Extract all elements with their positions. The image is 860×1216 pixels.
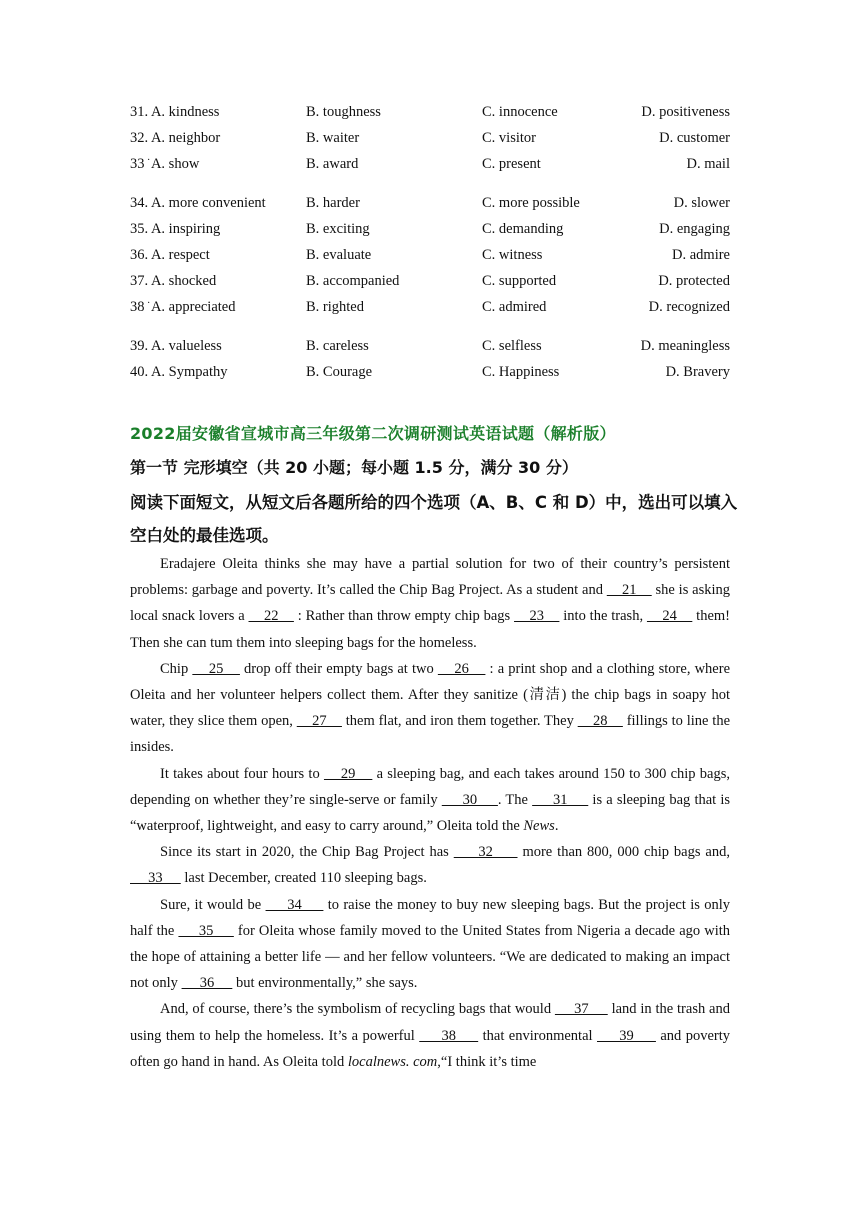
question-number: 35. — [130, 221, 149, 237]
blank-38: 38 — [419, 1027, 479, 1044]
exam-title: 2022届安徽省宣城市高三年级第二次调研测试英语试题（解析版） — [130, 424, 616, 443]
question-number-and-option-a — [130, 364, 227, 381]
blank-28: 28 — [577, 713, 623, 730]
option-b: B. Courage — [306, 364, 373, 380]
paragraph-2: Chip 25 drop off their empty bags at two 26 : a print shop and a clothing store, where Oleita and her volunteer helpers collect them. After they sanitize (清洁) the chip bags in soapy hot water, they slice them open, 27 them flat, and iron them together. They 28 fillings to line the insides. — [130, 660, 731, 756]
option-row — [130, 364, 730, 390]
question-number-and-option-a — [130, 130, 220, 147]
option-d: D. protected — [658, 273, 730, 289]
blank-27: 27 — [296, 713, 342, 730]
option-c: C. demanding — [482, 221, 564, 237]
blank-23: 23 — [514, 608, 560, 625]
blank-30: 30 — [441, 791, 498, 808]
section-heading: 第一节 完形填空（共 20 小题；每小题 1.5 分，满分 30 分） — [130, 458, 578, 477]
blank-33: 33 — [130, 870, 181, 887]
option-row — [130, 221, 730, 247]
option-c: C. witness — [482, 247, 543, 263]
option-a: A. kindness — [150, 104, 220, 120]
paragraph-6: And, of course, there’s the symbolism of recycling bags that would 37 land in the trash and using them to help the homeless. It’s a powerful 38 that environmental 39 and poverty often go hand in hand. As Oleita told localnews. com,“I think it’s time — [130, 1001, 731, 1070]
option-row — [130, 299, 730, 325]
option-row — [130, 156, 730, 182]
blank-35: 35 — [178, 922, 234, 939]
option-d: D. admire — [672, 247, 730, 263]
option-b: B. waiter — [306, 130, 360, 146]
option-c: C. innocence — [482, 104, 558, 120]
blank-22: 22 — [248, 608, 294, 625]
option-b: B. careless — [306, 338, 369, 354]
option-b: B. evaluate — [306, 247, 372, 263]
option-c: C. present — [482, 156, 541, 172]
option-a: A. Sympathy — [150, 364, 228, 380]
paragraph-3: It takes about four hours to 29 a sleeping bag, and each takes around 150 to 300 chip bags, depending on whether they’re single-serve or family 30 . The 31 is a sleeping bag that is “waterproof, lightweight, and easy to carry around,” Oleita told the News. — [130, 765, 731, 835]
website-italic: localnews. com — [347, 1053, 438, 1070]
dot-mark: · — [147, 155, 151, 166]
question-number: 40. — [130, 364, 149, 380]
question-number-and-option-a — [130, 247, 210, 264]
option-d: D. mail — [686, 156, 730, 172]
paragraph-5: Sure, it would be 34 to raise the money to buy new sleeping bags. But the project is only half the 35 for Oleita whose family moved to the United States from Nigeria a decade ago with the hope of attaining a better life — and her fellow volunteers. “We are dedicated to making an impact not only 36 but environmentally,” she says. — [130, 896, 731, 992]
blank-34: 34 — [265, 896, 324, 913]
option-a: A. shocked — [150, 273, 217, 289]
blank-29: 29 — [323, 765, 373, 782]
option-b: B. harder — [306, 195, 360, 211]
blank-26: 26 — [437, 660, 486, 677]
blank-21: 21 — [606, 582, 652, 599]
question-number-and-option-a — [130, 299, 236, 316]
option-d: D. customer — [659, 130, 730, 146]
question-number: 39. — [130, 338, 149, 354]
question-number-and-option-a — [130, 338, 222, 355]
option-d: D. slower — [673, 195, 730, 211]
instructions: 阅读下面短文，从短文后各题所给的四个选项（A、B、C 和 D）中，选出可以填入空白处的最佳选项。 — [130, 493, 738, 545]
option-c: C. more possible — [482, 195, 580, 211]
blank-32: 32 — [453, 844, 518, 861]
option-a: A. show — [150, 156, 200, 172]
question-number-and-option-a — [130, 156, 199, 173]
option-a: A. respect — [150, 247, 210, 263]
option-b: B. exciting — [306, 221, 370, 237]
option-c: C. Happiness — [482, 364, 560, 380]
dot-mark: · — [147, 298, 151, 309]
option-row — [130, 130, 730, 156]
question-number: 37. — [130, 273, 149, 289]
option-d: D. engaging — [659, 221, 730, 237]
question-number-and-option-a — [130, 104, 219, 121]
blank-37: 37 — [554, 1001, 608, 1018]
question-number: 36. — [130, 247, 149, 263]
option-row — [130, 104, 730, 130]
question-number-and-option-a — [130, 221, 220, 238]
option-c: C. supported — [482, 273, 557, 289]
blank-24: 24 — [646, 608, 693, 625]
option-b: B. accompanied — [306, 273, 400, 289]
paragraph-1: Eradajere Oleita thinks she may have a partial solution for two of their country’s persistent problems: garbage and poverty. It’s called the Chip Bag Project. As a student and 21 she is asking local snack lovers a 22 : Rather than throw empty chip bags 23 into the trash, 24 them! Then she can tum them into sleeping bags for the homeless. — [130, 556, 730, 651]
option-a: A. more convenient — [150, 195, 266, 211]
option-a: A. valueless — [150, 338, 222, 354]
option-b: B. award — [306, 156, 359, 172]
option-d: D. recognized — [648, 299, 730, 315]
option-d: D. positiveness — [641, 104, 730, 120]
question-number: 32. — [130, 130, 149, 146]
question-number: 38 — [130, 299, 145, 315]
option-row — [130, 247, 730, 273]
option-a: A. appreciated — [150, 299, 236, 315]
question-number-and-option-a — [130, 273, 216, 290]
option-c: C. visitor — [482, 130, 536, 146]
option-a: A. inspiring — [150, 221, 221, 237]
cloze-passage — [130, 551, 730, 1075]
blank-31: 31 — [532, 791, 589, 808]
option-a: A. neighbor — [150, 130, 221, 146]
option-c: C. admired — [482, 299, 547, 315]
question-number: 31. — [130, 104, 149, 120]
option-b: B. toughness — [306, 104, 381, 120]
question-number-and-option-a — [130, 195, 266, 212]
paragraph-4: Since its start in 2020, the Chip Bag Project has 32 more than 800, 000 chip bags and, 33 last December, created 110 sleeping bags. — [130, 844, 730, 887]
question-number: 34. — [130, 195, 149, 211]
option-b: B. righted — [306, 299, 364, 315]
blank-36: 36 — [181, 975, 233, 992]
option-row — [130, 195, 730, 221]
option-d: D. Bravery — [665, 364, 730, 380]
option-row — [130, 273, 730, 299]
option-c: C. selfless — [482, 338, 542, 354]
option-row — [130, 338, 730, 364]
news-italic: News — [523, 818, 555, 835]
blank-25: 25 — [192, 660, 240, 677]
blank-39: 39 — [597, 1027, 656, 1044]
option-d: D. meaningless — [640, 338, 730, 354]
question-number: 33 — [130, 156, 145, 172]
